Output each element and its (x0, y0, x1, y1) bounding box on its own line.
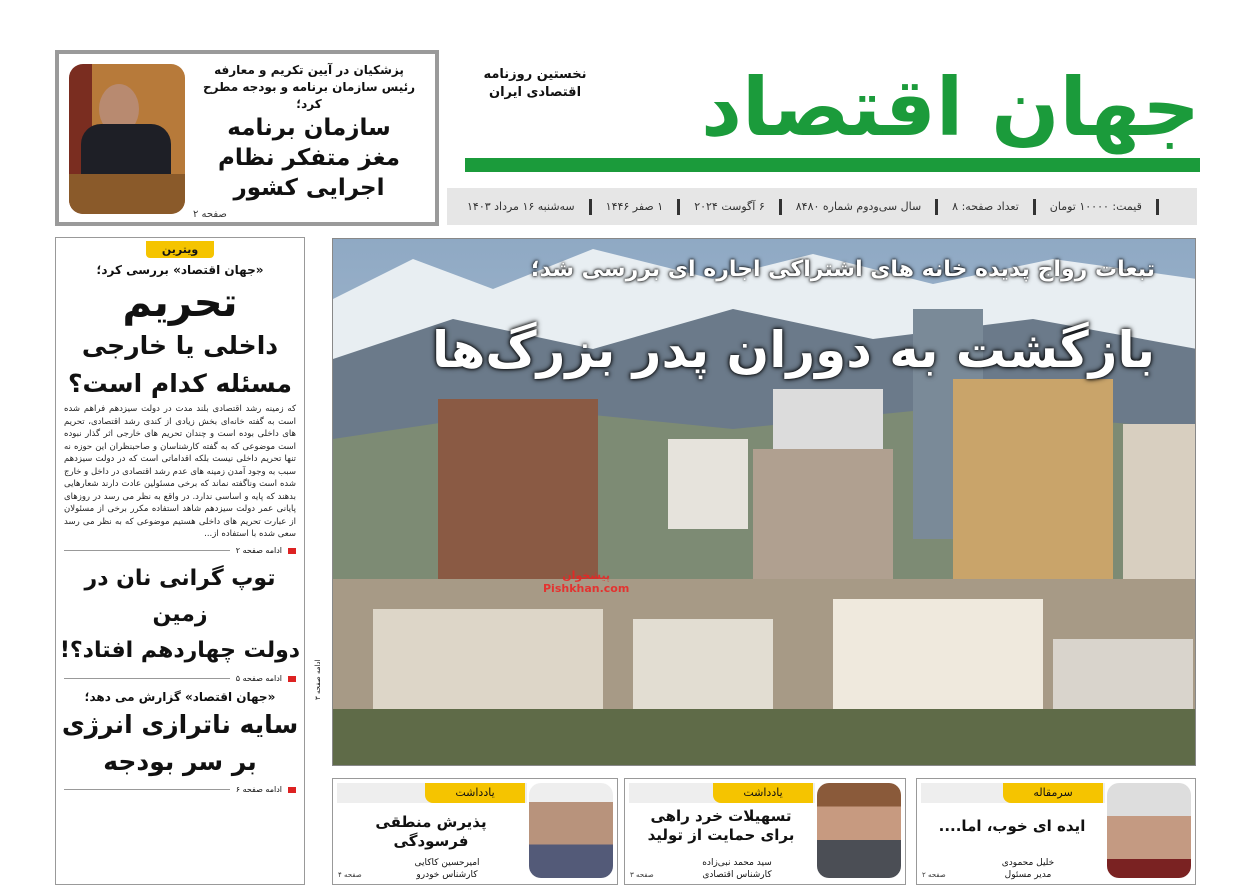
author-photo (817, 783, 901, 878)
sidebar-vitrine: ویترین «جهان اقتصاد» بررسی کرد؛ تحریم داخلی یا خارجی مسئله کدام است؟ که زمینه رشد اقتصادی بلند مدت در دولت سیزدهم فراهم شده است به گفته خانه‌ای بخش زیادی از کندی رشد اقتصادی، تحریم های داخلی بوده است و چندان تحریم های خارجی اثر گذار نبوده است موضوعی که به گفته کارشناسان و صاحبنظران این حوزه نه تنها تحریم داخلی نیست بلکه اقداماتی است که در دولت سیزدهم سبب به وجود آمدن زمینه های عدم رشد اقتصادی در داخل و خارج شده است وناگفته نماند که برخی مسئولین عادت دارند شعارهایی بدهند که پایه و اساسی ندارد. در واقع به نظر می رسد در روزهای پایانی عمر دولت سیزدهم شاهد استفاده مکرر برخی از مسئولان از عبارت تحریم های داخلی هستیم موضوعی که به نظر می رسد سعی شده با استفاده از... ادامه صفحه ۲ توپ گرانی نان در زمین دولت چهاردهم افتاد؟! ادامه صفحه ۵ «جهان اقتصاد» گزارش می دهد؛ سایه ناترازی انرژی بر سر بودجه ادامه صفحه ۶ (55, 237, 305, 885)
hero-story[interactable] (332, 238, 1196, 766)
date-gregorian: ۶ آگوست ۲۰۲۴ (694, 200, 765, 213)
date-bar (447, 188, 1197, 225)
continue-link[interactable]: ادامه صفحه ۲ (56, 546, 304, 556)
hero-page-ref: ادامه صفحه ۳ (314, 659, 322, 700)
page-ref: صفحه ۲ (193, 209, 227, 220)
note-card[interactable]: یادداشت پذیرش منطقی فرسودگی امیرحسین کاکایی کارشناس خودرو صفحه ۴ (332, 778, 618, 885)
speaker-photo (69, 64, 185, 214)
author-photo (1107, 783, 1191, 878)
hero-title: بازگشت به دوران پدر بزرگ‌ها (431, 321, 1155, 379)
date-hijri: ۱ صفر ۱۴۴۶ (605, 200, 664, 213)
price: قیمت: ۱۰۰۰۰ تومان (1049, 200, 1142, 213)
author-photo (529, 783, 613, 878)
story-headline[interactable]: تحریم (122, 280, 238, 326)
date-persian: سه‌شنبه ۱۶ مرداد ۱۴۰۳ (467, 200, 575, 213)
story-body: که زمینه رشد اقتصادی بلند مدت در دولت سیزدهم فراهم شده است به گفته خانه‌ای بخش زیادی از کندی رشد اقتصادی، تحریم های داخلی بوده است و چندان تحریم های خارجی اثر گذار نبوده است موضوعی که به گفته کارشناسان و صاحبنظران این حوزه نه تنها تحریم داخلی نیست بلکه اقداماتی است که در دولت سیزدهم سبب به وجود آمدن زمینه های عدم رشد اقتصادی در داخل و خارج شده است وناگفته نماند که برخی مسئولین عادت دارند شعارهایی بدهند که پایه و اساسی ندارد. در واقع به نظر می رسد در روزهای پایانی عمر دولت سیزدهم شاهد استفاده مکرر برخی از مسئولان از عبارت تحریم های داخلی هستیم موضوعی که به نظر می رسد سعی شده با استفاده از... (64, 404, 296, 539)
top-story-box[interactable]: پزشکیان در آیین تکریم و معارفه رئیس سازمان برنامه و بودجه مطرح کرد؛ سازمان برنامه مغز متفکر نظام اجرایی کشور صفحه ۲ (55, 50, 439, 226)
editorial-card[interactable]: سرمقاله ایده ای خوب، اما.... خلیل محمودی مدیر مسئول صفحه ۲ (916, 778, 1196, 885)
continue-link[interactable]: ادامه صفحه ۶ (56, 785, 304, 795)
masthead-slogan: نخستین روزنامه اقتصادی ایران (483, 67, 587, 100)
issue-number: سال سی‌ودوم شماره ۸۴۸۰ (795, 200, 922, 213)
watermark: پیشخوان Pishkhan.com (543, 569, 630, 595)
page-count: تعداد صفحه: ۸ (952, 200, 1019, 213)
top-headline: سازمان برنامه (227, 115, 391, 141)
note-card[interactable]: یادداشت تسهیلات خرد راهی برای حمایت از تولید سید محمد نبی‌زاده کارشناس اقتصادی صفحه ۳ (624, 778, 906, 885)
masthead-logo: جهان اقتصاد (465, 58, 1200, 178)
vitrine-tag: ویترین (146, 241, 214, 258)
continue-link[interactable]: ادامه صفحه ۵ (56, 674, 304, 684)
hero-kicker: تبعات رواج پدیده خانه های اشتراکی اجاره ای بررسی شد؛ (530, 257, 1155, 282)
